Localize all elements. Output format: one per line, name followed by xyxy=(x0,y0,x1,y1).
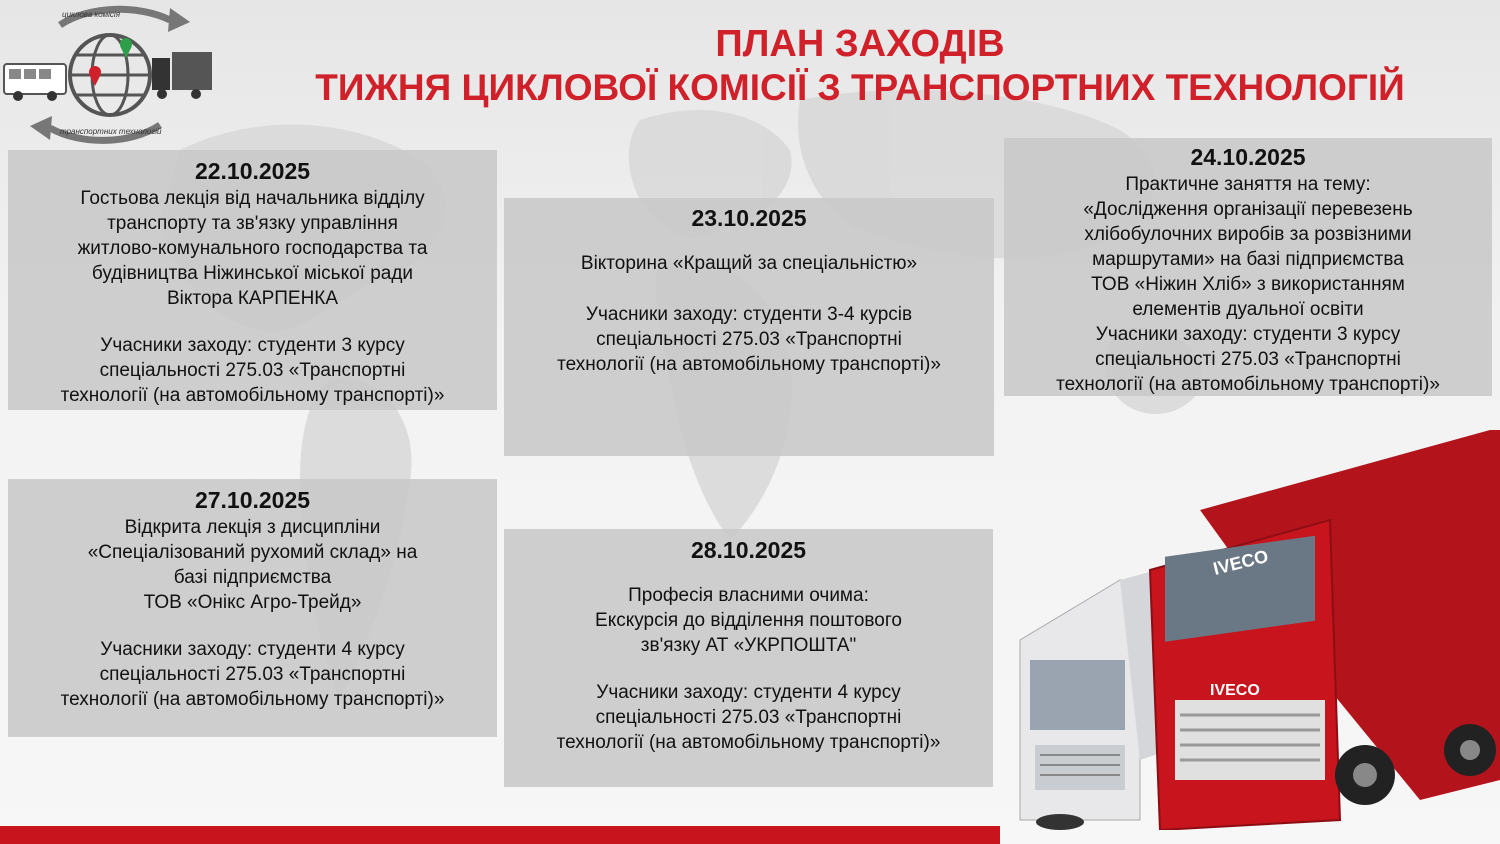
event-participants: Учасники заходу: студенти 3 курсу спеціальності 275.03 «Транспортні технології (на автомобільному транспорті)» xyxy=(1056,324,1440,395)
event-date: 22.10.2025 xyxy=(194,158,311,184)
event-date: 28.10.2025 xyxy=(690,537,807,563)
logo-caption-bottom: транспортних технологій xyxy=(60,127,162,136)
event-participants: Учасники заходу: студенти 3-4 курсів спеціальності 275.03 «Транспортні технології (на автомобільному транспорті)» xyxy=(557,304,941,375)
event-description: Практичне заняття на тему: «Дослідження організації перевезень хлібобулочних виробів за розвізними маршрутами» на базі підприємства ТОВ «Ніжин Хліб» з використанням елементів дуальної освіти xyxy=(1083,174,1413,320)
event-date: 27.10.2025 xyxy=(194,487,311,513)
event-description: Вікторина «Кращий за спеціальністю» xyxy=(580,253,918,274)
event-date: 24.10.2025 xyxy=(1190,144,1306,170)
event-card-5 xyxy=(504,529,993,787)
event-card-2 xyxy=(504,198,994,456)
truck-brand-label: IVECO xyxy=(1211,545,1271,579)
logo-caption-top: циклова комісія xyxy=(62,10,120,19)
commission-logo xyxy=(0,0,215,150)
event-participants: Учасники заходу: студенти 4 курсу спеціальності 275.03 «Транспортні технології (на автомобільному транспорті)» xyxy=(60,639,445,710)
title-line-1: ПЛАН ЗАХОДІВ xyxy=(715,23,1005,65)
title-line-2: ТИЖНЯ ЦИКЛОВОЇ КОМІСІЇ З ТРАНСПОРТНИХ ТЕХНОЛОГІЙ xyxy=(315,67,1405,108)
event-card-1 xyxy=(8,150,497,410)
event-date: 23.10.2025 xyxy=(691,205,807,231)
footer-red-bar xyxy=(0,826,1000,844)
event-description: Гостьова лекція від начальника відділу транспорту та зв'язку управління житлово-комунального господарства та будівництва Ніжинської міської ради Віктора КАРПЕНКА xyxy=(77,188,428,309)
event-participants: Учасники заходу: студенти 4 курсу спеціальності 275.03 «Транспортні технології (на автомобільному транспорті)» xyxy=(556,682,941,753)
event-participants: Учасники заходу: студенти 3 курсу спеціальності 275.03 «Транспортні технології (на автомобільному транспорті)» xyxy=(60,335,445,406)
event-description: Відкрита лекція з дисципліни «Спеціалізований рухомий склад» на базі підприємства ТОВ «Онікс Агро-Трейд» xyxy=(87,517,418,613)
event-description: Професія власними очима: Екскурсія до відділення поштового зв'язку АТ «УКРПОШТА" xyxy=(595,585,902,656)
event-card-4 xyxy=(8,479,497,737)
truck-brand-label-2: IVECO xyxy=(1210,682,1260,699)
page-title xyxy=(220,22,1500,110)
event-card-3 xyxy=(1004,138,1492,396)
trucks-illustration xyxy=(1000,430,1500,830)
